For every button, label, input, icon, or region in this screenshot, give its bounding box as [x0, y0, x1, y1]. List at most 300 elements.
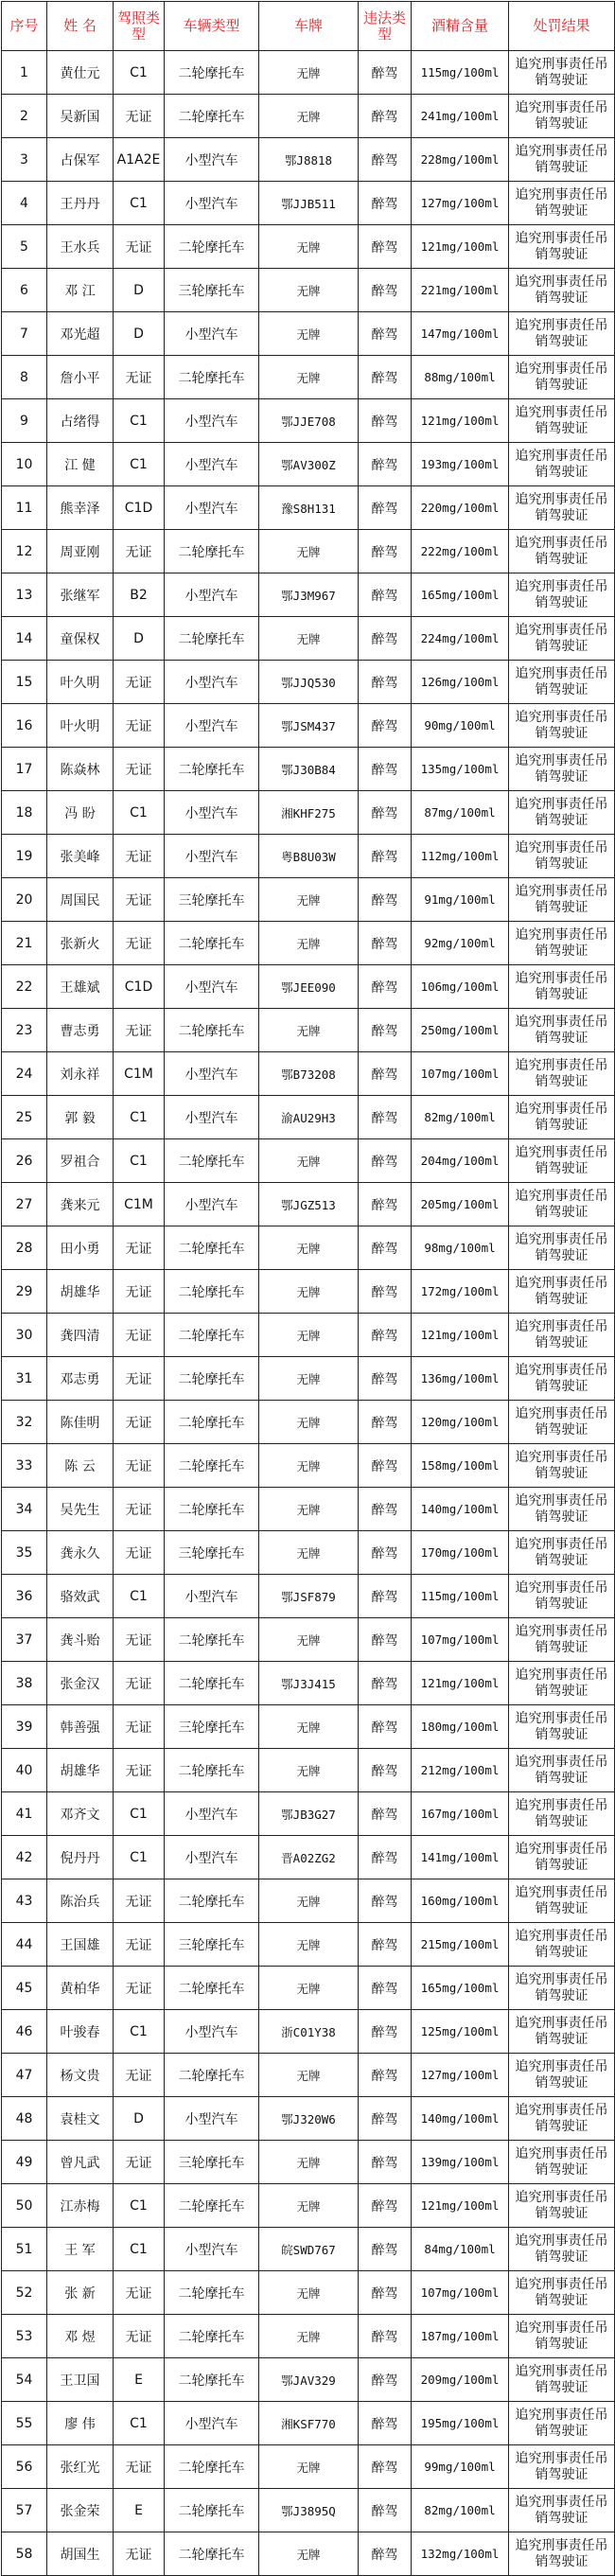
seq-cell: 54	[2, 2358, 47, 2402]
violation-type-cell: 醉驾	[359, 2097, 412, 2141]
name-cell: 江赤梅	[47, 2184, 114, 2228]
seq-cell: 55	[2, 2402, 47, 2445]
vehicle-type-cell: 三轮摩托车	[165, 1923, 259, 1967]
vehicle-type-cell: 小型汽车	[165, 1052, 259, 1096]
penalty-cell: 追究刑事责任吊销驾驶证	[509, 1705, 615, 1749]
penalty-cell: 追究刑事责任吊销驾驶证	[509, 2402, 615, 2445]
license-type-cell: C1M	[114, 1052, 165, 1096]
penalty-cell: 追究刑事责任吊销驾驶证	[509, 1314, 615, 1357]
plate-cell: 无牌	[259, 1879, 359, 1923]
name-cell: 詹小平	[47, 356, 114, 399]
vehicle-type-cell: 二轮摩托车	[165, 1488, 259, 1531]
license-type-cell: 无证	[114, 1749, 165, 1792]
plate-cell: 鄂JEE090	[259, 965, 359, 1009]
penalty-cell: 追究刑事责任吊销驾驶证	[509, 356, 615, 399]
license-type-cell: 无证	[114, 1009, 165, 1052]
seq-cell: 13	[2, 573, 47, 617]
violation-type-cell: 醉驾	[359, 2358, 412, 2402]
plate-cell: 无牌	[259, 1314, 359, 1357]
alcohol-cell: 195mg/100ml	[412, 2402, 509, 2445]
name-cell: 叶火明	[47, 704, 114, 748]
violation-type-cell: 醉驾	[359, 922, 412, 965]
alcohol-cell: 221mg/100ml	[412, 269, 509, 312]
seq-cell: 23	[2, 1009, 47, 1052]
plate-cell: 无牌	[259, 2445, 359, 2489]
plate-cell: 无牌	[259, 1531, 359, 1575]
vehicle-type-cell: 二轮摩托车	[165, 1401, 259, 1444]
penalty-cell: 追究刑事责任吊销驾驶证	[509, 1357, 615, 1401]
penalty-cell: 追究刑事责任吊销驾驶证	[509, 2315, 615, 2358]
vehicle-type-cell: 二轮摩托车	[165, 1270, 259, 1314]
table-row	[2, 399, 615, 443]
plate-cell: 无牌	[259, 1270, 359, 1314]
alcohol-cell: 135mg/100ml	[412, 748, 509, 791]
penalty-cell: 追究刑事责任吊销驾驶证	[509, 922, 615, 965]
col-header-name: 姓 名	[47, 2, 114, 51]
penalty-cell: 追究刑事责任吊销驾驶证	[509, 878, 615, 922]
violation-type-cell: 醉驾	[359, 704, 412, 748]
table-row	[2, 878, 615, 922]
name-cell: 周国民	[47, 878, 114, 922]
seq-cell: 33	[2, 1444, 47, 1488]
plate-cell: 无牌	[259, 1967, 359, 2010]
violation-type-cell: 醉驾	[359, 573, 412, 617]
license-type-cell: 无证	[114, 1923, 165, 1967]
penalty-cell: 追究刑事责任吊销驾驶证	[509, 704, 615, 748]
alcohol-cell: 132mg/100ml	[412, 2532, 509, 2576]
plate-cell: 无牌	[259, 878, 359, 922]
penalty-cell: 追究刑事责任吊销驾驶证	[509, 2532, 615, 2576]
alcohol-cell: 121mg/100ml	[412, 2184, 509, 2228]
seq-cell: 48	[2, 2097, 47, 2141]
alcohol-cell: 125mg/100ml	[412, 2010, 509, 2054]
name-cell: 骆效武	[47, 1575, 114, 1618]
vehicle-type-cell: 二轮摩托车	[165, 1967, 259, 2010]
table-row	[2, 1749, 615, 1792]
alcohol-cell: 115mg/100ml	[412, 51, 509, 95]
name-cell: 王丹丹	[47, 182, 114, 225]
license-type-cell: 无证	[114, 1705, 165, 1749]
name-cell: 叶骏春	[47, 2010, 114, 2054]
vehicle-type-cell: 二轮摩托车	[165, 1009, 259, 1052]
name-cell: 龚永久	[47, 1531, 114, 1575]
violation-type-cell: 醉驾	[359, 2532, 412, 2576]
license-type-cell: 无证	[114, 2315, 165, 2358]
alcohol-cell: 98mg/100ml	[412, 1226, 509, 1270]
penalty-cell: 追究刑事责任吊销驾驶证	[509, 1749, 615, 1792]
alcohol-cell: 107mg/100ml	[412, 2271, 509, 2315]
violation-type-cell: 醉驾	[359, 1096, 412, 1139]
violation-type-cell: 醉驾	[359, 1226, 412, 1270]
penalty-cell: 追究刑事责任吊销驾驶证	[509, 182, 615, 225]
alcohol-cell: 209mg/100ml	[412, 2358, 509, 2402]
penalty-cell: 追究刑事责任吊销驾驶证	[509, 1836, 615, 1879]
violation-type-cell: 醉驾	[359, 1749, 412, 1792]
penalty-cell: 追究刑事责任吊销驾驶证	[509, 95, 615, 138]
license-type-cell: 无证	[114, 922, 165, 965]
license-type-cell: C1	[114, 1836, 165, 1879]
seq-cell: 46	[2, 2010, 47, 2054]
license-type-cell: 无证	[114, 2532, 165, 2576]
vehicle-type-cell: 二轮摩托车	[165, 225, 259, 269]
alcohol-cell: 193mg/100ml	[412, 443, 509, 486]
plate-cell: 无牌	[259, 312, 359, 356]
alcohol-cell: 90mg/100ml	[412, 704, 509, 748]
vehicle-type-cell: 小型汽车	[165, 661, 259, 704]
name-cell: 倪丹丹	[47, 1836, 114, 1879]
table-row	[2, 791, 615, 835]
vehicle-type-cell: 三轮摩托车	[165, 2141, 259, 2184]
seq-cell: 8	[2, 356, 47, 399]
name-cell: 吴新国	[47, 95, 114, 138]
name-cell: 张金汉	[47, 1662, 114, 1705]
name-cell: 陈佳明	[47, 1401, 114, 1444]
vehicle-type-cell: 小型汽车	[165, 835, 259, 878]
name-cell: 陈治兵	[47, 1879, 114, 1923]
table-row	[2, 2315, 615, 2358]
license-type-cell: C1M	[114, 1183, 165, 1226]
violation-type-cell: 醉驾	[359, 2184, 412, 2228]
license-type-cell: 无证	[114, 1618, 165, 1662]
table-row	[2, 661, 615, 704]
alcohol-cell: 222mg/100ml	[412, 530, 509, 573]
penalty-cell: 追究刑事责任吊销驾驶证	[509, 269, 615, 312]
alcohol-cell: 99mg/100ml	[412, 2445, 509, 2489]
violation-type-cell: 醉驾	[359, 1270, 412, 1314]
table-row	[2, 1836, 615, 1879]
plate-cell: 无牌	[259, 51, 359, 95]
plate-cell: 无牌	[259, 2054, 359, 2097]
table-row	[2, 138, 615, 182]
violation-type-cell: 醉驾	[359, 1792, 412, 1836]
table-row	[2, 356, 615, 399]
table-row	[2, 51, 615, 95]
table-row	[2, 530, 615, 573]
alcohol-cell: 88mg/100ml	[412, 356, 509, 399]
name-cell: 廖 伟	[47, 2402, 114, 2445]
penalty-cell: 追究刑事责任吊销驾驶证	[509, 1226, 615, 1270]
plate-cell: 鄂J3895Q	[259, 2489, 359, 2532]
vehicle-type-cell: 小型汽车	[165, 791, 259, 835]
license-type-cell: 无证	[114, 1531, 165, 1575]
table-row	[2, 748, 615, 791]
seq-cell: 5	[2, 225, 47, 269]
plate-cell: 渝AU29H3	[259, 1096, 359, 1139]
name-cell: 王雄斌	[47, 965, 114, 1009]
table-row	[2, 1488, 615, 1531]
plate-cell: 无牌	[259, 1009, 359, 1052]
vehicle-type-cell: 二轮摩托车	[165, 2271, 259, 2315]
violation-type-cell: 醉驾	[359, 2315, 412, 2358]
name-cell: 张金荣	[47, 2489, 114, 2532]
vehicle-type-cell: 小型汽车	[165, 2097, 259, 2141]
plate-cell: 鄂J3J415	[259, 1662, 359, 1705]
vehicle-type-cell: 二轮摩托车	[165, 2489, 259, 2532]
violation-type-cell: 醉驾	[359, 2141, 412, 2184]
alcohol-cell: 158mg/100ml	[412, 1444, 509, 1488]
table-row	[2, 312, 615, 356]
name-cell: 邓 江	[47, 269, 114, 312]
violation-type-cell: 醉驾	[359, 617, 412, 661]
violation-type-cell: 醉驾	[359, 2489, 412, 2532]
plate-cell: 鄂AV300Z	[259, 443, 359, 486]
name-cell: 周亚刚	[47, 530, 114, 573]
table-row	[2, 1792, 615, 1836]
violation-type-cell: 醉驾	[359, 1009, 412, 1052]
plate-cell: 湘KHF275	[259, 791, 359, 835]
violation-type-cell: 醉驾	[359, 182, 412, 225]
plate-cell: 浙C01Y38	[259, 2010, 359, 2054]
vehicle-type-cell: 二轮摩托车	[165, 356, 259, 399]
penalty-cell: 追究刑事责任吊销驾驶证	[509, 2054, 615, 2097]
vehicle-type-cell: 小型汽车	[165, 2402, 259, 2445]
seq-cell: 51	[2, 2228, 47, 2271]
seq-cell: 4	[2, 182, 47, 225]
vehicle-type-cell: 小型汽车	[165, 1575, 259, 1618]
seq-cell: 15	[2, 661, 47, 704]
seq-cell: 56	[2, 2445, 47, 2489]
plate-cell: 无牌	[259, 1139, 359, 1183]
vehicle-type-cell: 小型汽车	[165, 443, 259, 486]
violation-type-cell: 醉驾	[359, 1879, 412, 1923]
vehicle-type-cell: 二轮摩托车	[165, 530, 259, 573]
alcohol-cell: 107mg/100ml	[412, 1618, 509, 1662]
plate-cell: 鄂B73208	[259, 1052, 359, 1096]
table-row	[2, 2532, 615, 2576]
seq-cell: 17	[2, 748, 47, 791]
table-row	[2, 486, 615, 530]
seq-cell: 30	[2, 1314, 47, 1357]
table-row	[2, 1662, 615, 1705]
license-type-cell: C1	[114, 443, 165, 486]
seq-cell: 53	[2, 2315, 47, 2358]
license-type-cell: 无证	[114, 878, 165, 922]
vehicle-type-cell: 二轮摩托车	[165, 1226, 259, 1270]
alcohol-cell: 106mg/100ml	[412, 965, 509, 1009]
name-cell: 龚四清	[47, 1314, 114, 1357]
alcohol-cell: 205mg/100ml	[412, 1183, 509, 1226]
name-cell: 王卫国	[47, 2358, 114, 2402]
license-type-cell: 无证	[114, 2141, 165, 2184]
plate-cell: 无牌	[259, 1488, 359, 1531]
alcohol-cell: 250mg/100ml	[412, 1009, 509, 1052]
violation-type-cell: 醉驾	[359, 2054, 412, 2097]
violation-type-cell: 醉驾	[359, 1923, 412, 1967]
name-cell: 龚斗贻	[47, 1618, 114, 1662]
license-type-cell: 无证	[114, 835, 165, 878]
seq-cell: 39	[2, 1705, 47, 1749]
vehicle-type-cell: 小型汽车	[165, 1836, 259, 1879]
violation-type-cell: 醉驾	[359, 399, 412, 443]
alcohol-cell: 147mg/100ml	[412, 312, 509, 356]
penalty-cell: 追究刑事责任吊销驾驶证	[509, 1531, 615, 1575]
penalty-cell: 追究刑事责任吊销驾驶证	[509, 791, 615, 835]
vehicle-type-cell: 二轮摩托车	[165, 617, 259, 661]
table-row	[2, 1531, 615, 1575]
plate-cell: 无牌	[259, 1401, 359, 1444]
license-type-cell: D	[114, 269, 165, 312]
table-row	[2, 617, 615, 661]
vehicle-type-cell: 小型汽车	[165, 1792, 259, 1836]
name-cell: 邓 煜	[47, 2315, 114, 2358]
penalty-cell: 追究刑事责任吊销驾驶证	[509, 2228, 615, 2271]
seq-cell: 44	[2, 1923, 47, 1967]
seq-cell: 32	[2, 1401, 47, 1444]
seq-cell: 43	[2, 1879, 47, 1923]
name-cell: 王国雄	[47, 1923, 114, 1967]
name-cell: 杨文贵	[47, 2054, 114, 2097]
alcohol-cell: 121mg/100ml	[412, 1314, 509, 1357]
license-type-cell: 无证	[114, 1662, 165, 1705]
name-cell: 陈焱林	[47, 748, 114, 791]
table-row	[2, 2184, 615, 2228]
alcohol-cell: 121mg/100ml	[412, 1662, 509, 1705]
table-row	[2, 2358, 615, 2402]
violation-type-cell: 醉驾	[359, 2445, 412, 2489]
table-row	[2, 2054, 615, 2097]
name-cell: 邓齐文	[47, 1792, 114, 1836]
penalty-cell: 追究刑事责任吊销驾驶证	[509, 1879, 615, 1923]
license-type-cell: E	[114, 2358, 165, 2402]
plate-cell: 无牌	[259, 2315, 359, 2358]
name-cell: 王水兵	[47, 225, 114, 269]
table-body	[2, 51, 615, 2576]
alcohol-cell: 165mg/100ml	[412, 573, 509, 617]
penalty-cell: 追究刑事责任吊销驾驶证	[509, 2271, 615, 2315]
table-row	[2, 1226, 615, 1270]
seq-cell: 27	[2, 1183, 47, 1226]
plate-cell: 鄂JJE708	[259, 399, 359, 443]
plate-cell: 无牌	[259, 1749, 359, 1792]
penalty-cell: 追究刑事责任吊销驾驶证	[509, 51, 615, 95]
penalty-cell: 追究刑事责任吊销驾驶证	[509, 1792, 615, 1836]
violation-type-cell: 醉驾	[359, 1705, 412, 1749]
vehicle-type-cell: 小型汽车	[165, 1183, 259, 1226]
name-cell: 占保军	[47, 138, 114, 182]
name-cell: 黄仕元	[47, 51, 114, 95]
vehicle-type-cell: 小型汽车	[165, 138, 259, 182]
plate-cell: 无牌	[259, 1226, 359, 1270]
table-row	[2, 2445, 615, 2489]
penalty-cell: 追究刑事责任吊销驾驶证	[509, 1967, 615, 2010]
table-row	[2, 1183, 615, 1226]
penalty-cell: 追究刑事责任吊销驾驶证	[509, 2010, 615, 2054]
name-cell: 王 军	[47, 2228, 114, 2271]
penalty-cell: 追究刑事责任吊销驾驶证	[509, 1139, 615, 1183]
seq-cell: 40	[2, 1749, 47, 1792]
license-type-cell: 无证	[114, 1270, 165, 1314]
penalty-cell: 追究刑事责任吊销驾驶证	[509, 225, 615, 269]
table-row	[2, 2271, 615, 2315]
vehicle-type-cell: 三轮摩托车	[165, 1705, 259, 1749]
name-cell: 冯 盼	[47, 791, 114, 835]
license-type-cell: 无证	[114, 2271, 165, 2315]
penalty-cell: 追究刑事责任吊销驾驶证	[509, 617, 615, 661]
license-type-cell: C1	[114, 791, 165, 835]
alcohol-cell: 112mg/100ml	[412, 835, 509, 878]
table-row	[2, 1139, 615, 1183]
violation-type-cell: 醉驾	[359, 225, 412, 269]
violation-type-cell: 醉驾	[359, 835, 412, 878]
name-cell: 袁桂文	[47, 2097, 114, 2141]
license-type-cell: 无证	[114, 2054, 165, 2097]
table-row	[2, 1096, 615, 1139]
col-header-vehicle-type: 车辆类型	[165, 2, 259, 51]
penalty-cell: 追究刑事责任吊销驾驶证	[509, 661, 615, 704]
plate-cell: 鄂J30B84	[259, 748, 359, 791]
name-cell: 占绪得	[47, 399, 114, 443]
alcohol-cell: 187mg/100ml	[412, 2315, 509, 2358]
plate-cell: 无牌	[259, 2141, 359, 2184]
alcohol-cell: 92mg/100ml	[412, 922, 509, 965]
violations-table	[1, 1, 615, 2576]
name-cell: 罗祖合	[47, 1139, 114, 1183]
col-header-plate: 车牌	[259, 2, 359, 51]
violation-type-cell: 醉驾	[359, 1967, 412, 2010]
seq-cell: 18	[2, 791, 47, 835]
penalty-cell: 追究刑事责任吊销驾驶证	[509, 1575, 615, 1618]
plate-cell: 无牌	[259, 530, 359, 573]
plate-cell: 鄂JGZ513	[259, 1183, 359, 1226]
vehicle-type-cell: 三轮摩托车	[165, 878, 259, 922]
alcohol-cell: 121mg/100ml	[412, 399, 509, 443]
license-type-cell: C1	[114, 2184, 165, 2228]
violation-type-cell: 醉驾	[359, 1183, 412, 1226]
table-row	[2, 965, 615, 1009]
license-type-cell: 无证	[114, 1357, 165, 1401]
header-row	[2, 2, 615, 51]
penalty-cell: 追究刑事责任吊销驾驶证	[509, 2445, 615, 2489]
table-row	[2, 1314, 615, 1357]
plate-cell: 鄂JB3G27	[259, 1792, 359, 1836]
seq-cell: 10	[2, 443, 47, 486]
table-row	[2, 1879, 615, 1923]
license-type-cell: 无证	[114, 1401, 165, 1444]
name-cell: 童保权	[47, 617, 114, 661]
alcohol-cell: 126mg/100ml	[412, 661, 509, 704]
seq-cell: 12	[2, 530, 47, 573]
penalty-cell: 追究刑事责任吊销驾驶证	[509, 1923, 615, 1967]
alcohol-cell: 82mg/100ml	[412, 1096, 509, 1139]
penalty-cell: 追究刑事责任吊销驾驶证	[509, 1401, 615, 1444]
license-type-cell: 无证	[114, 1879, 165, 1923]
table-row	[2, 95, 615, 138]
alcohol-cell: 172mg/100ml	[412, 1270, 509, 1314]
license-type-cell: 无证	[114, 530, 165, 573]
license-type-cell: E	[114, 2489, 165, 2532]
license-type-cell: A1A2E	[114, 138, 165, 182]
alcohol-cell: 82mg/100ml	[412, 2489, 509, 2532]
seq-cell: 28	[2, 1226, 47, 1270]
alcohol-cell: 170mg/100ml	[412, 1531, 509, 1575]
plate-cell: 无牌	[259, 617, 359, 661]
name-cell: 邓志勇	[47, 1357, 114, 1401]
name-cell: 张继军	[47, 573, 114, 617]
license-type-cell: B2	[114, 573, 165, 617]
name-cell: 胡国生	[47, 2532, 114, 2576]
plate-cell: 豫S8H131	[259, 486, 359, 530]
alcohol-cell: 120mg/100ml	[412, 1401, 509, 1444]
violation-type-cell: 醉驾	[359, 269, 412, 312]
license-type-cell: 无证	[114, 225, 165, 269]
plate-cell: 无牌	[259, 1444, 359, 1488]
table-row	[2, 1575, 615, 1618]
name-cell: 叶久明	[47, 661, 114, 704]
penalty-cell: 追究刑事责任吊销驾驶证	[509, 2358, 615, 2402]
table-row	[2, 2010, 615, 2054]
name-cell: 曾凡武	[47, 2141, 114, 2184]
vehicle-type-cell: 二轮摩托车	[165, 2358, 259, 2402]
